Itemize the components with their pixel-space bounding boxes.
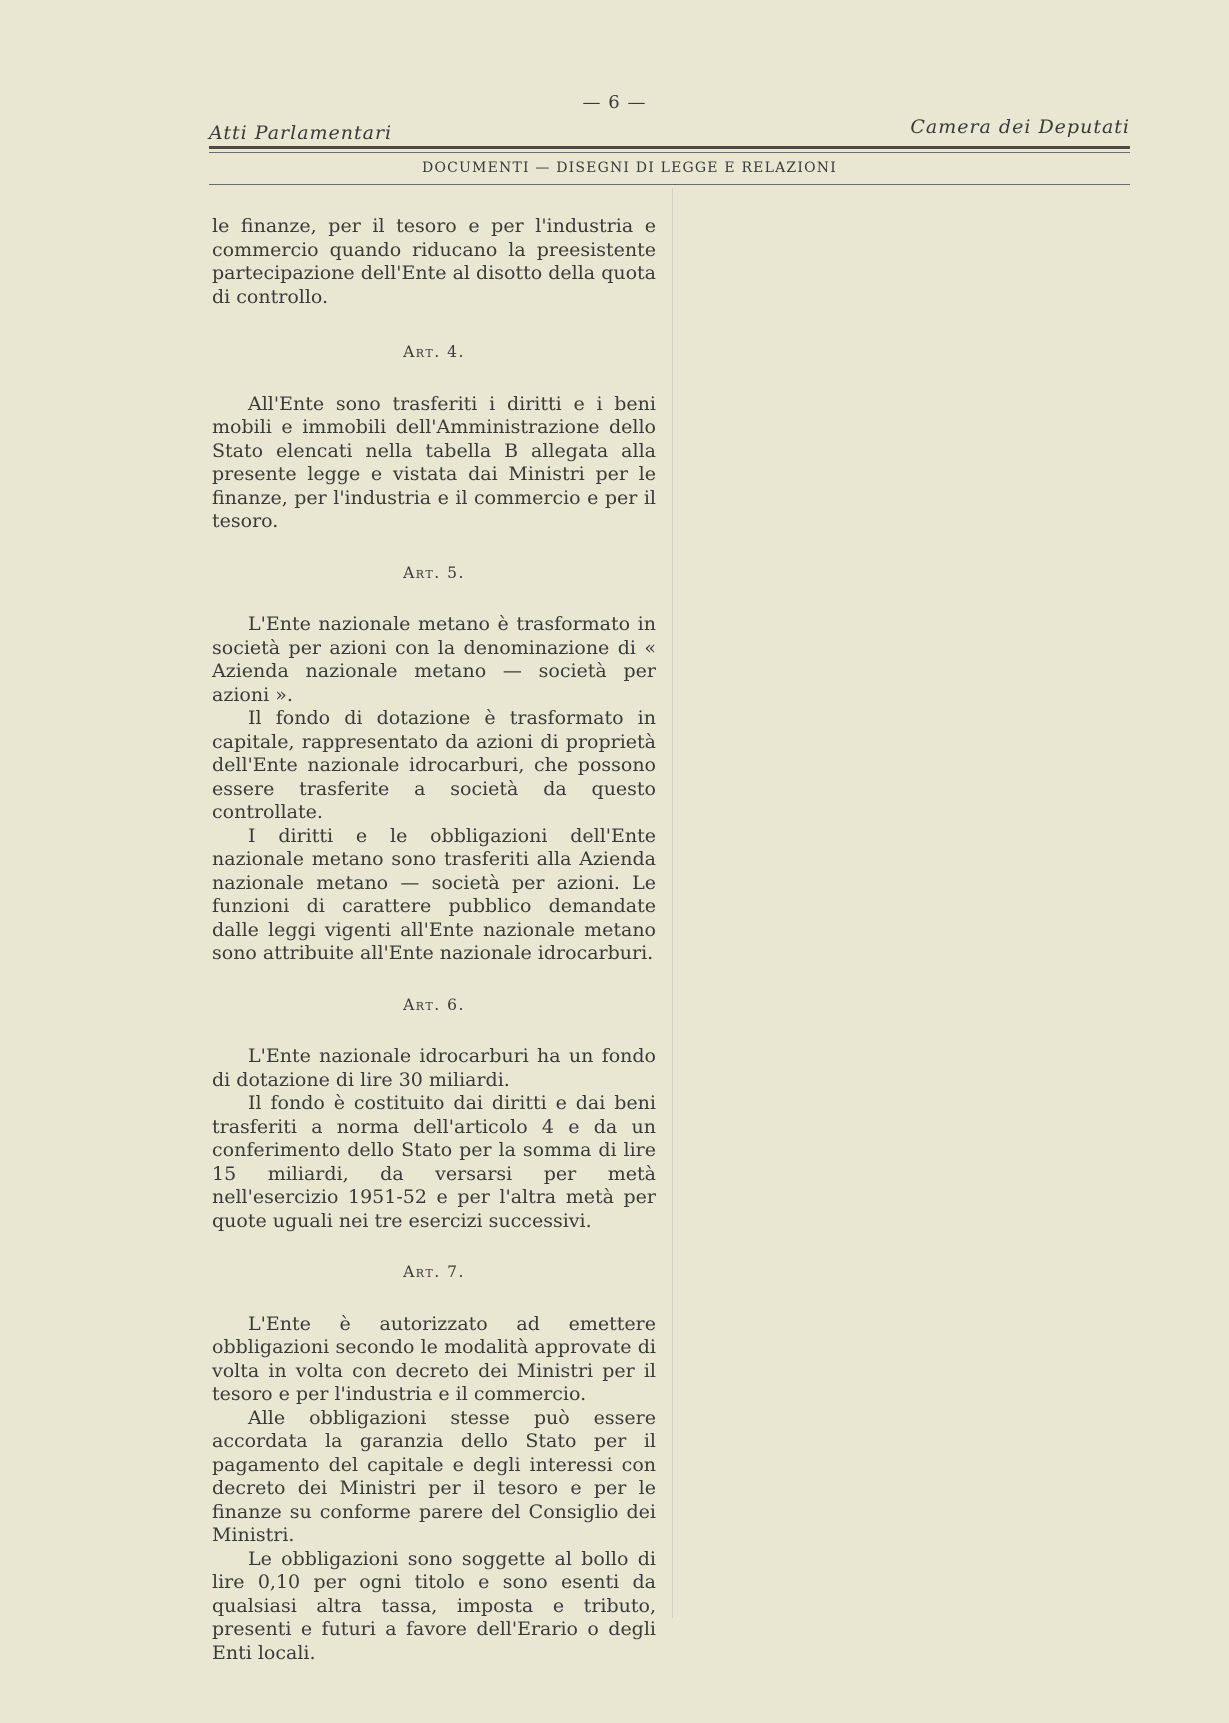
article-7-paragraph-2: Alle obbligazioni stesse può essere accordata la garanzia dello Stato per il pagamento del capitale e degli interessi con decreto dei Ministri per il tesoro e per le finanze su conforme parere del Consiglio dei Ministri. bbox=[212, 1406, 656, 1546]
header-rule-bottom bbox=[209, 184, 1130, 185]
page-number: — 6 — bbox=[582, 92, 647, 113]
column-divider bbox=[672, 188, 673, 1618]
intro-paragraph: le finanze, per il tesoro e per l'industria e commercio quando riducano la preesistente partecipazione dell'Ente al disotto della quota di controllo. bbox=[212, 215, 656, 308]
header-rule-thick bbox=[209, 146, 1130, 149]
article-5-paragraph-1: L'Ente nazionale metano è trasformato in società per azioni con la denominazione di « Azienda nazionale metano — società per azioni ». bbox=[212, 613, 656, 706]
text-column bbox=[212, 215, 656, 1665]
article-7-paragraph-1: L'Ente è autorizzato ad emettere obbligazioni secondo le modalità approvate di volta in volta con decreto dei Ministri per il tesoro e per l'industria e il commercio. bbox=[212, 1312, 656, 1405]
article-4-paragraph-1: All'Ente sono trasferiti i diritti e i beni mobili e immobili dell'Amministrazione dello Stato elencati nella tabella B allegata alla presente legge e vistata dai Ministri per le finanze, per l'industria e il commercio e per il tesoro. bbox=[212, 392, 656, 532]
article-6-heading: Art. 6. bbox=[403, 995, 465, 1014]
header-rule-thin bbox=[209, 152, 1130, 153]
article-4-heading: Art. 4. bbox=[403, 343, 465, 361]
article-6-paragraph-1: L'Ente nazionale idrocarburi ha un fondo di dotazione di lire 30 miliardi. bbox=[212, 1045, 656, 1091]
article-5-heading: Art. 5. bbox=[403, 563, 465, 582]
article-7-heading: Art. 7. bbox=[403, 1263, 465, 1281]
article-5-paragraph-3: I diritti e le obbligazioni dell'Ente nazionale metano sono trasferiti alla Azienda nazionale metano — società per azioni. Le funzioni di carattere pubblico demandate dalle leggi vigenti all'Ente nazionale metano sono attribuite all'Ente nazionale idrocarburi. bbox=[212, 824, 656, 964]
header-subtitle: DOCUMENTI — DISEGNI DI LEGGE E RELAZIONI bbox=[422, 160, 837, 176]
article-7-paragraph-3: Le obbligazioni sono soggette al bollo di lire 0,10 per ogni titolo e sono esenti da qualsiasi altra tassa, imposta e tributo, presenti e futuri a favore dell'Erario o degli Enti locali. bbox=[212, 1547, 656, 1664]
header-camera-dei-deputati: Camera dei Deputati bbox=[910, 116, 1130, 138]
header-atti-parlamentari: Atti Parlamentari bbox=[209, 122, 393, 144]
article-6-paragraph-2: Il fondo è costituito dai diritti e dai beni trasferiti a norma dell'articolo 4 e da un conferimento dello Stato per la somma di lire 15 miliardi, da versarsi per metà nell'esercizio 1951-52 e per l'altra metà per quote uguali nei tre esercizi successivi. bbox=[212, 1092, 656, 1232]
article-5-paragraph-2: Il fondo di dotazione è trasformato in capitale, rappresentato da azioni di proprietà dell'Ente nazionale idrocarburi, che possono essere trasferite a società da questo controllate. bbox=[212, 707, 656, 823]
